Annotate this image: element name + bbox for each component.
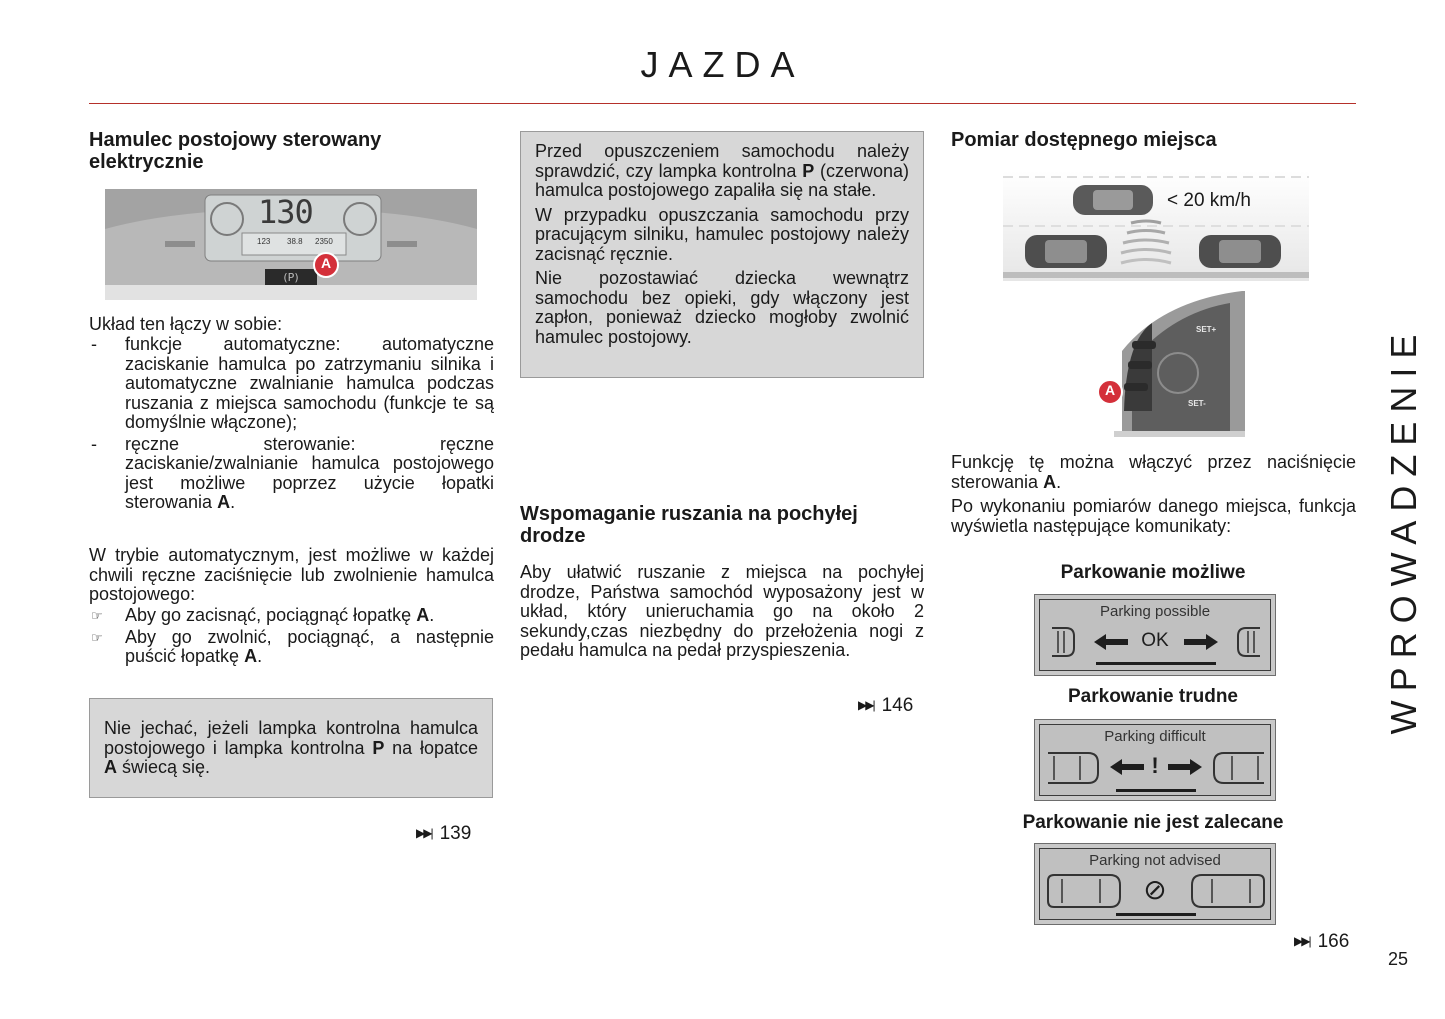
skip-forward-icon: ▶▶| xyxy=(1294,934,1310,948)
dashboard-readout: 2350 xyxy=(315,237,333,246)
list-item: - funkcje automatyczne: automatyczne zaciskanie hamulca po zatrzymaniu silnika i automatyczne zwalnianie hamulca podczas ruszania z miejsca samochodu (funkcje te są domyślnie włączone); xyxy=(91,334,494,432)
exclamation-symbol: ! xyxy=(1151,753,1159,778)
ok-symbol: OK xyxy=(1141,630,1169,651)
dashboard-speed: 130 xyxy=(258,193,313,231)
screen-label: Parking possible xyxy=(1099,603,1211,620)
feature-list xyxy=(89,335,494,513)
dashboard-image xyxy=(105,189,477,300)
list-item: ☞ Aby go zacisnąć, pociągnąć łopatkę A. xyxy=(91,605,435,625)
stalk-image xyxy=(1092,291,1245,437)
page-reference: ▶▶| 146 xyxy=(858,695,914,716)
hill-assist-text: Aby ułatwić ruszanie z miejsca na pochyłej drodze, Państwa samochód wyposażony jest w układ, który unieruchamia go na około 2 sekundy,czas niezbędny do przełożenia nogi z pedału hamulca na pedał przyspieszenia. xyxy=(520,562,924,660)
list-item: - ręczne sterowanie: ręczne zaciskanie/zwalnianie hamulca postojowego jest możliwe poprzez użycie łopatki sterowania A. xyxy=(91,433,494,512)
parking-diagram xyxy=(1003,171,1309,281)
page-title: JAZDA xyxy=(640,44,805,85)
warning-box-leaving: Przed opuszczeniem samochodu należy sprawdzić, czy lampka kontrolna P (czerwona) hamulca postojowego zapaliła się na stałe. W przypadku opuszczania samochodu przy pracującym silniku, hamulec postojowy należy zacisnąć ręcznie. Nie pozostawiać dziecka wewnątrz samochodu bez opieki, gdy włączony jest zapłon, ponieważ dziecko mogłoby zwolnić hamulec postojowy. xyxy=(520,131,924,378)
list-item: ☞ Aby go zwolnić, pociągnąć, a następnie puścić łopatkę A. xyxy=(91,626,494,666)
intro-text: Układ ten łączy w sobie: xyxy=(89,314,283,334)
heading-hill-assist: Wspomaganie ruszania na pochyłej drodze xyxy=(520,503,858,547)
dashboard-readout: 123 xyxy=(257,237,271,246)
caption-parking-difficult: Parkowanie trudne xyxy=(1068,686,1238,707)
heading-space-measure: Pomiar dostępnego miejsca xyxy=(951,129,1217,151)
stalk-label: SET- xyxy=(1188,399,1206,408)
screen-parking-possible xyxy=(1034,594,1276,676)
auto-mode-text: W trybie automatycznym, jest możliwe w każdej chwili ręczne zaciśnięcie lub zwolnienie hamulca postojowego: xyxy=(89,545,494,604)
no-entry-icon: ⊘ xyxy=(1143,873,1167,906)
dashboard-readout: 38.8 xyxy=(287,237,303,246)
header-rule xyxy=(89,103,1356,104)
messages-intro-text: Po wykonaniu pomiarów danego miejsca, funkcja wyświetla następujące komunikaty: xyxy=(951,496,1356,536)
skip-forward-icon: ▶▶| xyxy=(416,826,432,840)
caption-parking-not-advised: Parkowanie nie jest zalecane xyxy=(1022,812,1284,833)
screen-label: Parking difficult xyxy=(1104,728,1206,745)
page-reference: ▶▶| 166 xyxy=(1294,931,1350,952)
page-reference: ▶▶| 139 xyxy=(416,823,472,844)
section-side-label: WPROWADZENIE xyxy=(1383,325,1424,735)
steps-list xyxy=(89,606,494,667)
svg-text:(P): (P) xyxy=(283,271,299,284)
heading-parking-brake: Hamulec postojowy sterowany elektrycznie xyxy=(89,129,382,173)
caption-parking-possible: Parkowanie możliwe xyxy=(1060,562,1246,583)
page-number: 25 xyxy=(1388,949,1409,969)
warning-box-lights: Nie jechać, jeżeli lampka kontrolna hamulca postojowego i lampka kontrolna P na łopatce A świecą się. xyxy=(89,698,493,798)
screen-parking-not-advised xyxy=(1034,843,1276,925)
stalk-label: SET+ xyxy=(1196,325,1217,334)
screen-label: Parking not advised xyxy=(1089,852,1221,869)
screen-parking-difficult xyxy=(1034,719,1276,801)
marker-a: A xyxy=(320,255,332,271)
activation-text: Funkcję tę można włączyć przez naciśnięcie sterowania A. xyxy=(951,452,1356,492)
speed-limit-label: < 20 km/h xyxy=(1167,190,1251,211)
skip-forward-icon: ▶▶| xyxy=(858,698,874,712)
marker-a: A xyxy=(1104,382,1116,398)
